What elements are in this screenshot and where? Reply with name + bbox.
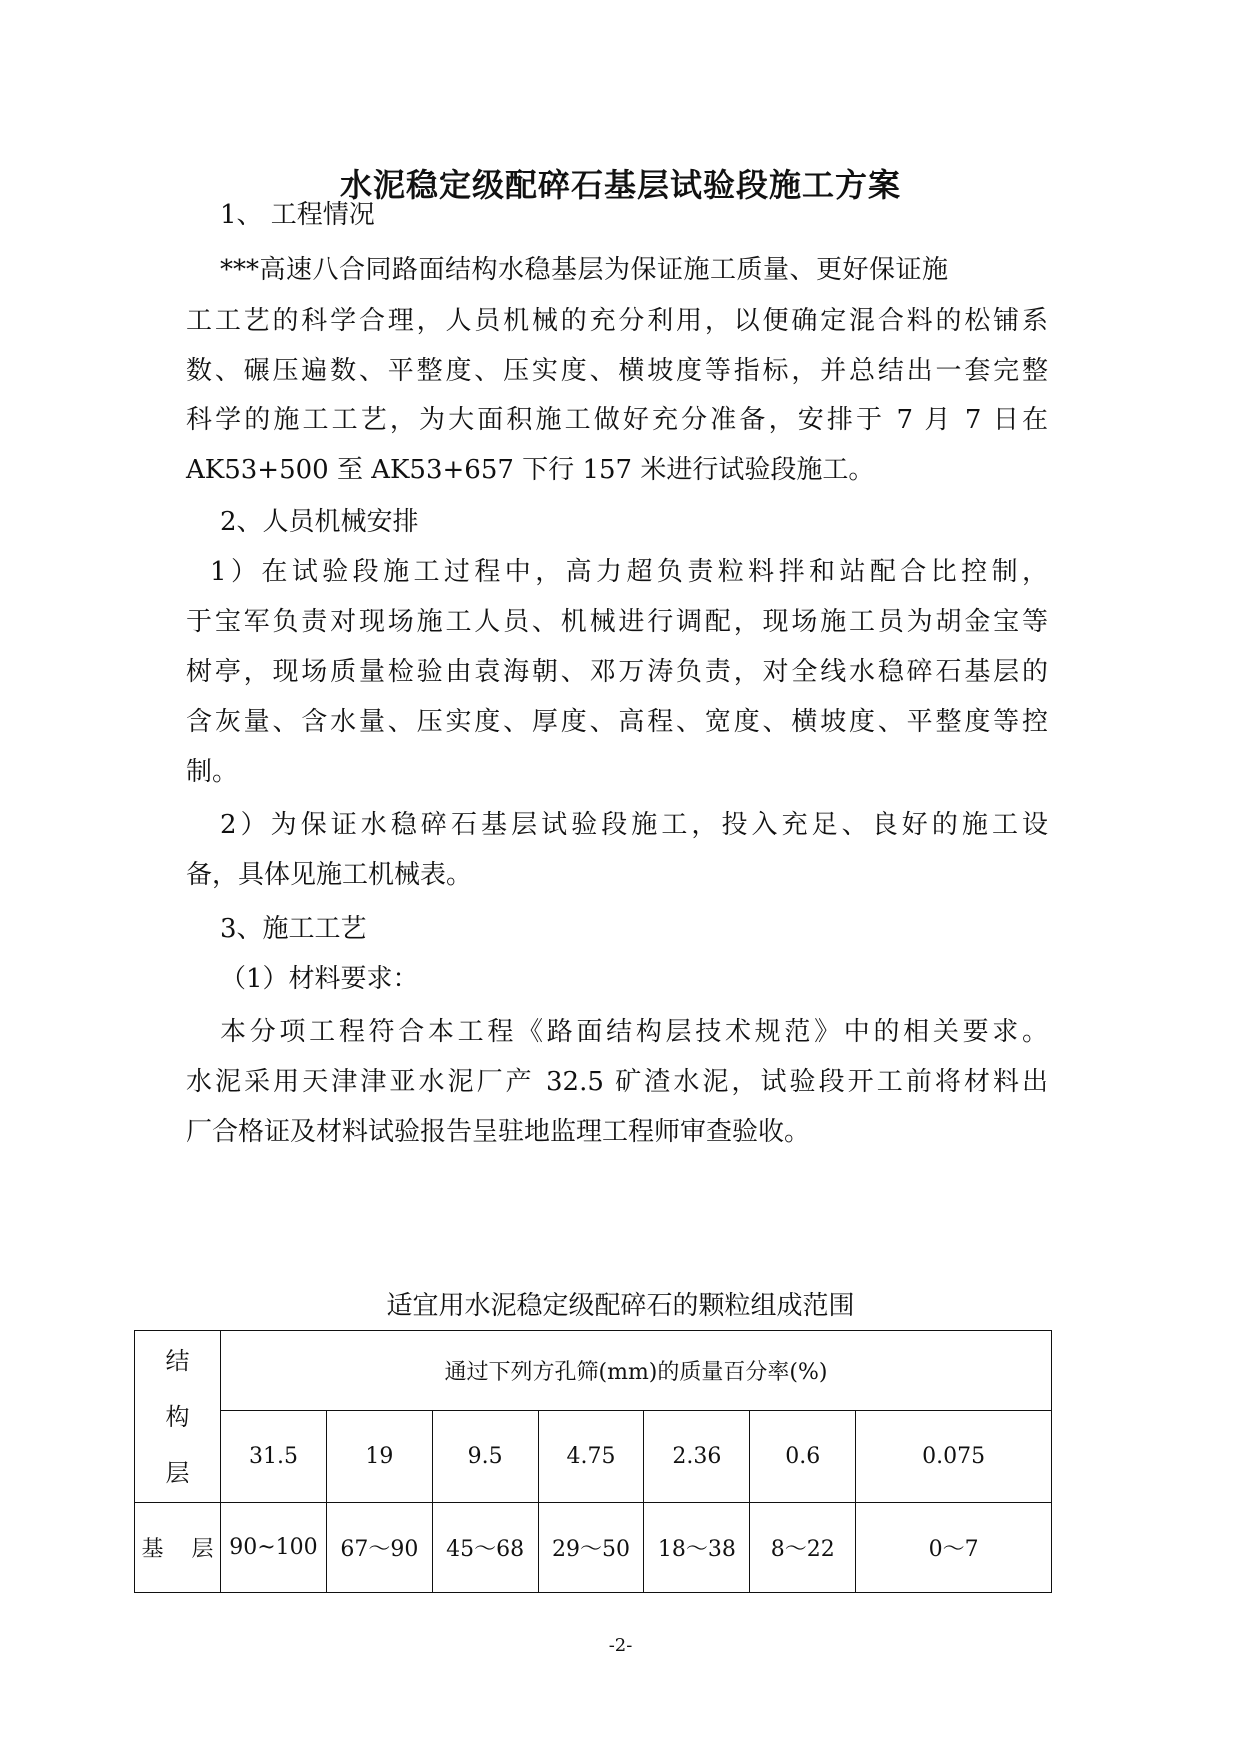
paragraph-line: 厂合格证及材料试验报告呈驻地监理工程师审查验收。 (186, 1117, 811, 1147)
row-label-base-layer: 基 层 (135, 1503, 221, 1593)
heading-staffing: 2、人员机械安排 (220, 507, 419, 537)
range-cell: 18～38 (644, 1503, 750, 1593)
document-title: 水泥稳定级配碎石基层试验段施工方案 (339, 166, 901, 204)
paragraph-line: 水泥采用天津津亚水泥厂产 32.5 矿渣水泥，试验段开工前将材料出 (186, 1067, 1048, 1097)
table-row (135, 1503, 1052, 1593)
heading-construction-process: 3、施工工艺 (220, 914, 367, 944)
paragraph-line: 科学的施工工艺，为大面积施工做好充分准备，安排于 7 月 7 日在 (186, 405, 1048, 435)
paragraph-line: 工工艺的科学合理，人员机械的充分利用，以便确定混合料的松铺系 (186, 306, 1048, 336)
range-cell: 67～90 (326, 1503, 432, 1593)
sieve-size-cell: 31.5 (220, 1411, 326, 1503)
paragraph-line: 数、碾压遍数、平整度、压实度、横坡度等指标，并总结出一套完整 (186, 356, 1048, 386)
row-header-char: 构 (165, 1402, 190, 1431)
paragraph-line: 备，具体见施工机械表。 (186, 860, 473, 890)
gradation-table (134, 1330, 1052, 1593)
range-cell: 8～22 (750, 1503, 856, 1593)
heading-project-overview: 1、 工程情况 (220, 200, 375, 230)
group-header-passing-percent: 通过下列方孔筛(mm)的质量百分率(%) (220, 1331, 1051, 1411)
paragraph-line: 本分项工程符合本工程《路面结构层技术规范》中的相关要求。 (220, 1017, 1048, 1047)
row-header-structure-layer (135, 1331, 221, 1503)
paragraph-line: 含灰量、含水量、压实度、厚度、高程、宽度、横坡度、平整度等控 (186, 707, 1048, 737)
row-header-char: 结 (165, 1346, 190, 1375)
paragraph-line: ***高速八合同路面结构水稳基层为保证施工质量、更好保证施 (220, 255, 948, 285)
heading-material-requirements: （1）材料要求： (220, 964, 419, 994)
paragraph-line: 制。 (186, 757, 239, 787)
sieve-size-cell: 2.36 (644, 1411, 750, 1503)
range-cell: 90~100 (220, 1503, 326, 1593)
page-number: -2- (608, 1635, 633, 1656)
row-header-char: 层 (165, 1458, 190, 1487)
paragraph-line: 2）为保证水稳碎石基层试验段施工，投入充足、良好的施工设 (220, 810, 1048, 840)
paragraph-line: 1）在试验段施工过程中，高力超负责粒料拌和站配合比控制， (210, 557, 1048, 587)
table-caption: 适宜用水泥稳定级配碎石的颗粒组成范围 (386, 1291, 855, 1321)
sieve-size-cell: 19 (326, 1411, 432, 1503)
range-cell: 0～7 (856, 1503, 1052, 1593)
paragraph-line: 于宝军负责对现场施工人员、机械进行调配，现场施工员为胡金宝等 (186, 607, 1048, 637)
paragraph-line: 树亭，现场质量检验由袁海朝、邓万涛负责，对全线水稳碎石基层的 (186, 657, 1048, 687)
range-cell: 29～50 (538, 1503, 644, 1593)
sieve-size-cell: 0.6 (750, 1411, 856, 1503)
range-cell: 45～68 (432, 1503, 538, 1593)
sieve-size-cell: 0.075 (856, 1411, 1052, 1503)
sieve-size-cell: 9.5 (432, 1411, 538, 1503)
paragraph-line: AK53+500 至 AK53+657 下行 157 米进行试验段施工。 (186, 455, 875, 485)
sieve-size-cell: 4.75 (538, 1411, 644, 1503)
